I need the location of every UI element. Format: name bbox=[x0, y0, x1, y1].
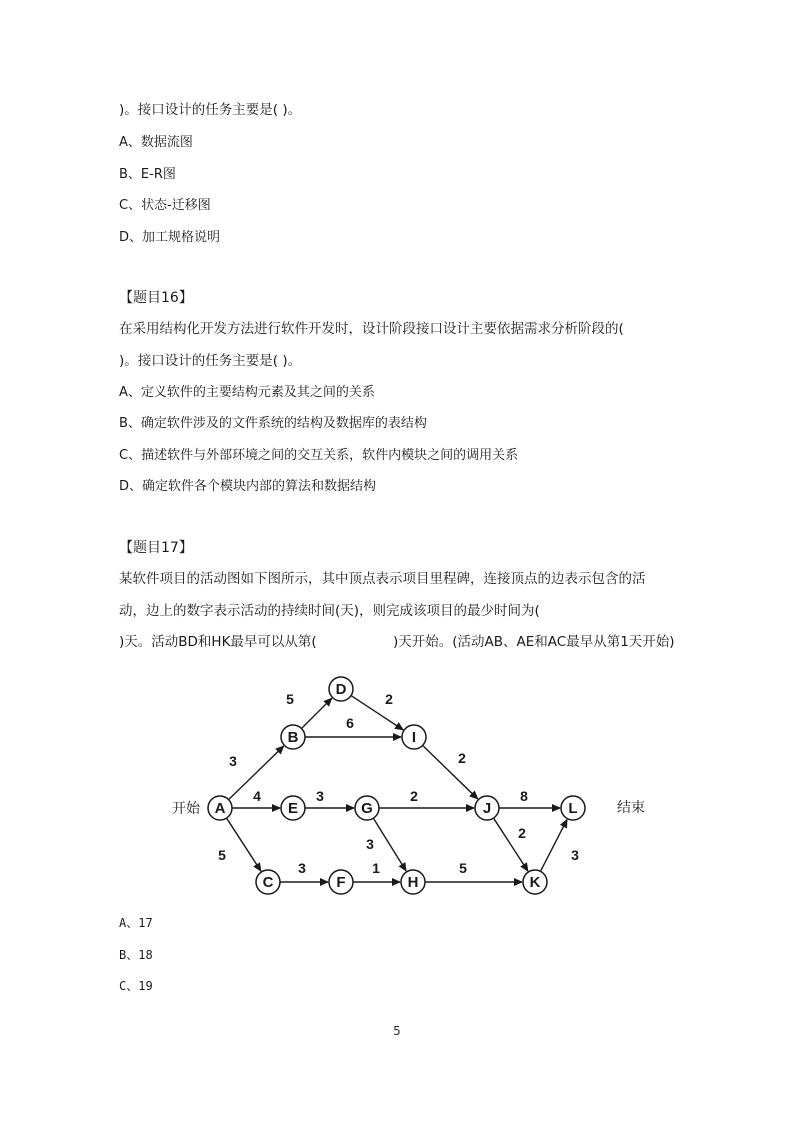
edge-weight-hk: 5 bbox=[459, 860, 467, 876]
q16-stem-line2: )。接口设计的任务主要是( )。 bbox=[119, 353, 302, 369]
q16-option-a: A、定义软件的主要结构元素及其之间的关系 bbox=[119, 385, 375, 400]
node-j bbox=[475, 796, 499, 820]
prev-question-tail: )。接口设计的任务主要是( )。 bbox=[119, 102, 302, 118]
node-k bbox=[523, 870, 547, 894]
activity-network-diagram bbox=[150, 670, 670, 895]
node-a bbox=[208, 796, 232, 820]
prev-option-c: C、状态-迁移图 bbox=[119, 198, 211, 213]
node-label-d: D bbox=[335, 681, 347, 698]
edge-weight-ac: 5 bbox=[218, 847, 226, 863]
q17-option-b: B、18 bbox=[119, 948, 153, 962]
edge-weight-di: 2 bbox=[385, 691, 393, 707]
prev-option-d: D、加工规格说明 bbox=[119, 230, 221, 245]
node-label-j: J bbox=[482, 800, 492, 817]
node-label-a: A bbox=[214, 800, 226, 817]
node-label-g: G bbox=[361, 800, 373, 817]
edge-weight-bi: 6 bbox=[346, 715, 354, 731]
node-label-c: C bbox=[262, 874, 274, 891]
edge-weight-kl: 3 bbox=[571, 847, 579, 863]
edge-weight-fh: 1 bbox=[372, 860, 380, 876]
node-label-k: K bbox=[529, 874, 541, 891]
node-b bbox=[281, 725, 305, 749]
prev-option-a: A、数据流图 bbox=[119, 135, 193, 150]
q16-option-d: D、确定软件各个模块内部的算法和数据结构 bbox=[119, 479, 377, 494]
node-label-i: I bbox=[411, 729, 417, 746]
node-label-l: L bbox=[568, 800, 578, 817]
node-e bbox=[281, 796, 305, 820]
q17-title: 【题目17】 bbox=[119, 540, 193, 556]
edge-weight-jk: 2 bbox=[518, 825, 526, 841]
node-d bbox=[329, 677, 353, 701]
edge-weight-cf: 3 bbox=[298, 860, 306, 876]
q16-option-b: B、确定软件涉及的文件系统的结构及数据库的表结构 bbox=[119, 416, 427, 431]
edge-ac bbox=[227, 818, 261, 871]
edge-weight-eg: 3 bbox=[316, 788, 324, 804]
node-label-f: F bbox=[336, 874, 346, 891]
q17-stem-line3b: )天开始。(活动AB、AE和AC最早从第1天开始) bbox=[393, 634, 675, 650]
q16-stem-line1: 在采用结构化开发方法进行软件开发时，设计阶段接口设计主要依据需求分析阶段的( bbox=[119, 321, 624, 337]
diagram-end-label: 结束 bbox=[617, 799, 645, 815]
edge-bd bbox=[301, 698, 331, 728]
node-label-h: H bbox=[407, 874, 419, 891]
edge-weight-gj: 2 bbox=[410, 788, 418, 804]
node-g bbox=[355, 796, 379, 820]
page-number: 5 bbox=[393, 1024, 401, 1038]
q17-stem-line1: 某软件项目的活动图如下图所示，其中顶点表示项目里程碑，连接顶点的边表示包含的活 bbox=[119, 571, 646, 587]
node-c bbox=[256, 870, 280, 894]
edge-di bbox=[351, 696, 403, 730]
q17-stem-line3a: )天。活动BD和HK最早可以从第( bbox=[119, 634, 317, 650]
prev-option-b: B、E-R图 bbox=[119, 167, 176, 182]
edge-ij bbox=[423, 745, 478, 799]
edge-weight-ae: 4 bbox=[253, 788, 261, 804]
node-h bbox=[401, 870, 425, 894]
edge-weight-ab: 3 bbox=[229, 753, 237, 769]
q16-title: 【题目16】 bbox=[119, 290, 193, 306]
q16-option-c: C、描述软件与外部环境之间的交互关系，软件内模块之间的调用关系 bbox=[119, 448, 519, 463]
node-f bbox=[329, 870, 353, 894]
node-l bbox=[561, 796, 585, 820]
q17-option-a: A、17 bbox=[119, 916, 153, 930]
edge-weight-gh: 3 bbox=[366, 836, 374, 852]
edge-weight-jl: 8 bbox=[520, 788, 528, 804]
diagram-start-label: 开始 bbox=[172, 800, 200, 816]
node-label-b: B bbox=[287, 729, 299, 746]
q17-option-c: C、19 bbox=[119, 979, 153, 993]
edge-kl bbox=[540, 820, 567, 872]
node-i bbox=[402, 725, 426, 749]
node-label-e: E bbox=[287, 800, 299, 817]
edge-weight-bd: 5 bbox=[286, 691, 294, 707]
edge-weight-ij: 2 bbox=[458, 750, 466, 766]
q17-stem-line2: 动，边上的数字表示活动的持续时间(天)，则完成该项目的最少时间为( bbox=[119, 603, 540, 619]
